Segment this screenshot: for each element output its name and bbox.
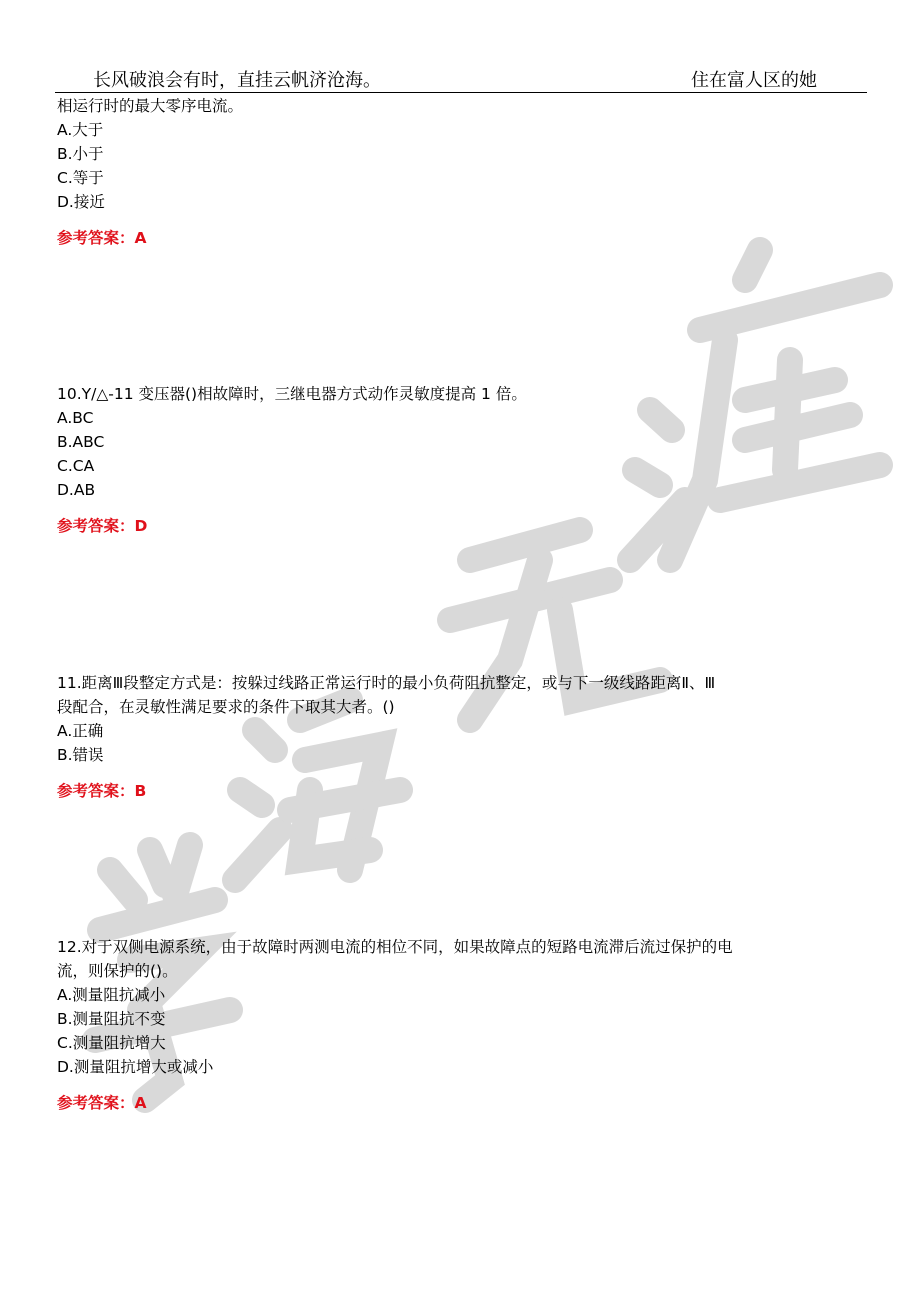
question-stem-line-1: 11.距离Ⅲ段整定方式是：按躲过线路正常运行时的最小负荷阻抗整定，或与下一级线路距离Ⅱ、Ⅲ: [57, 674, 716, 692]
answer-value: D: [134, 517, 148, 535]
question-12-block: [57, 935, 869, 1115]
header-author: 住在富人区的她: [691, 70, 817, 91]
option-b: B.ABC: [57, 433, 105, 451]
question-stem-line-2: 流，则保护的()。: [57, 962, 178, 980]
option-d: D.测量阻抗增大或减小: [57, 1058, 214, 1076]
reference-answer: [57, 226, 869, 250]
answer-value: A: [134, 229, 147, 247]
option-c: C.测量阻抗增大: [57, 1034, 166, 1052]
option-a: A.正确: [57, 722, 104, 740]
question-9-block: [57, 94, 869, 250]
reference-answer: [57, 514, 869, 538]
reference-answer: [57, 779, 869, 803]
answer-label: 参考答案：: [57, 517, 135, 535]
page-header: [55, 64, 867, 93]
option-a: A.测量阻抗减小: [57, 986, 166, 1004]
option-c: C.CA: [57, 457, 95, 475]
option-a: A.大于: [57, 121, 104, 139]
question-stem: 10.Y/△-11 变压器()相故障时，三继电器方式动作灵敏度提高 1 倍。: [57, 385, 527, 403]
answer-label: 参考答案：: [57, 1094, 135, 1112]
option-a: A.BC: [57, 409, 94, 427]
question-stem-line-2: 段配合，在灵敏性满足要求的条件下取其大者。(): [57, 698, 395, 716]
answer-value: A: [134, 1094, 147, 1112]
header-motto: 长风破浪会有时，直挂云帆济沧海。: [93, 70, 381, 91]
option-d: D.接近: [57, 193, 105, 211]
answer-label: 参考答案：: [57, 782, 135, 800]
option-d: D.AB: [57, 481, 96, 499]
question-stem-line-1: 12.对于双侧电源系统，由于故障时两测电流的相位不同，如果故障点的短路电流滞后流过保护的电: [57, 938, 733, 956]
question-stem: 相运行时的最大零序电流。: [57, 97, 244, 115]
question-11-block: [57, 671, 869, 803]
answer-label: 参考答案：: [57, 229, 135, 247]
option-c: C.等于: [57, 169, 104, 187]
option-b: B.小于: [57, 145, 104, 163]
option-b: B.测量阻抗不变: [57, 1010, 166, 1028]
question-10-block: [57, 382, 869, 538]
answer-value: B: [134, 782, 147, 800]
option-b: B.错误: [57, 746, 104, 764]
reference-answer: [57, 1091, 869, 1115]
